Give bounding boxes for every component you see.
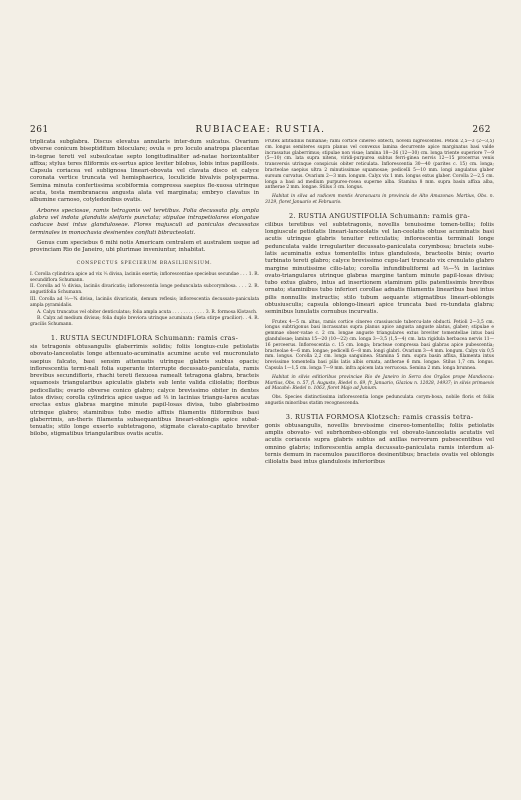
genus-description-continued: triplicata subglabra. Discus elevatus annularis inter-dum sulcatus. Ovarium obverse conicum biseptiditum biloculare; ovula ∞ pro loculo anatropa placentae in-tegrae tereti vel subsulcatae septo longitudinaliter ad-natae horizontaliter affixa; stylus teres filiformis ex-sertus apice leviter bilobus, lobis intus papillosis. Capsula coriacea vel sublignosa lineari-obovata vel clavata disco et calyce coronata vertice truncata vel hemisphaerica, loculicide bivalvis polysperma. Semina minuta confertissima scobiformia compressa saepius fle-xuosa utrinque acuta, testa membranacea angusta alata vel marginata; embryo clavatus in albumine carnoso, cotyledonibus ovatis. (30, 139, 259, 204)
running-title: RUBIACEAE: RUSTIA. (195, 125, 326, 135)
key-entry: II. Corolla ad ⅓ divisa, laciniis divaricatis; inflorescentia longe pedunculata subcorymbosa. . . . 2. R. angustifolia Schumann. (30, 284, 259, 296)
species-heading: 1. RUSTIA SECUNDIFLORA Schumann: ramis cras- (50, 333, 239, 342)
key-entry: B. Calyx ad medium divisus; folia duplo breviora utrinque acuminata (Seta stirpe gracilior). . 4. R. gracilis Schumann. (30, 316, 259, 328)
right-column (265, 139, 494, 768)
key-entry: III. Corolla ad ⅔—¾ divisa, laciniis divaricatis, demum reflexis; inflorescentia decussato-paniculata ampla pyramidalis. (30, 296, 259, 308)
species-details: Frutex 4—5 m. altus, ramis cortice cinereo crassiuscule tubercu-late obducti. Petioli 2—3,5 cm. longus subtrigonus basi incrassatus supra planus apice angusta anguste alatus, glaber; stipulae e gemmae obser-vatae c. 2 cm. longae anguste triangulares extus breviter tomentellae intus basi glandulosae; lamina 15—20 (10—22) cm. longa 3—3,5 (1,5—4) cm. lata rigidula herbacea nervis 11—16 perceerus. Inflorescentia c. 15 cm. longa; bracteae compressa basi glabras apice pubescentia; bracteolae 4—6 mm. longae; pedicelli 6—8 mm. longi glabri. Ovarium 3—4 mm. longum. Calyx vix 0,5 mm. longus. Corolla 2,2 cm. longa sanguinea. Stamina 5 mm. supra basin affixa, filamenta intus brevissime tomentella basi pilis latis albis ornata, antherae 6 mm. longae. Stilus 1,7 cm. longus. Capsula 1—1,5 cm. longa 7—9 mm. infra apicem lata verrucosa. Semina 2 mm. longa brunnea. (265, 319, 494, 371)
species-details: Frutex altitudinis humanae; rami cortice cinereo obtecti, novelli nigrescentes. Petioli 2,5—3 (2—3,5) cm. longus semiteres supra planus vel convexus lamina decurrente apice marginatus basi valde incrassatus glaberrimus; stipulae non visae; lamina 18—26 (12—30) cm. longa triente superiore 7—9 (5—10) cm. lata supra nitens, viridi-purpurea subtus ferri-ginea nervis 12—15 procerrus venis transversis utrinque conspicuis obiter reticulata. Inflorescentia 30—40 (parites c. 15) cm. longa; bracteolae saepius ultra 2 minutissimae squamosae; pedicelli 5—10 mm. longi angulatus glaber sursum curvatus. Ovarium 2—3 mm. longum. Calyx vix 1 mm. longus extus glaber. Corolla 2—2,5 cm. longa a basi ad medium purpureo-rosea superne alba. Stamina 8 mm. supra basin affixa alba, antherae 2 mm. longae. Stilus 3 cm. longus. (265, 139, 494, 191)
genus-distribution-paragraph: Genus cum speciebus 6 mihi notis Americam centralem et australem usque ad provinciam Rio de Janeiro, ubi plurimae inveniuntur, inhabitat. (30, 239, 259, 254)
species-heading: 3. RUSTIA FORMOSA Klotzsch: ramis crassis tetra- (285, 412, 474, 421)
page-header (30, 125, 491, 135)
species-description: cilibus teretibus vel subtetragonis, novellis tenuissime tomen-tellis; foliis longiuscule petiolatis lineari-lanceolatis vel lan-ceolatis obtuse acuminatis basi acutis utrinque glabris tenuiter reticulatis; inflorescentia terminali longe pedunculata valde irregulariter decussato-paniculata corymbosa; bracteis sube-latis acuminatis extus tomentellis intus glandulosis, bracteolis binis; ovario turbinato tereti glabro; calyce brevissimo cupu-lari truncato vix crenulato glabro margine minutissime cilio-lato; corolla infundibuliformi ad ⅔—¾ in lacinias ovato-triangulares utrinque glabras margine tantum minute papil-losas divisa; tubo extus glabro, intus ad insertionem staminum pilis patentissimis brevibus ornato; staminibus tubo inferiori corollae adnatis filamentis linearibus basi intus pilis nonnullis instructis; stilo tubum aequante stigmatibus lineari-oblongis obtusiusculis; capsula oblongo-lineari apice truncata basi ro-tundata glabra; seminibus lunulatis cornubus incurvatis. (265, 221, 494, 316)
species-observation: Obs. Species distinctissima inflorescentia longe pedunculata corym-bosa, nobile floris et foliis angustis minoribus statim recognoscenda. (265, 395, 494, 406)
page-number-right: 262 (472, 125, 491, 135)
species-heading: 2. RUSTIA ANGUSTIFOLIA Schumann: ramis gra- (288, 211, 471, 220)
left-column (30, 139, 259, 768)
page-number-left: 261 (30, 125, 49, 135)
species-habitat: Habitat in silvis editioribus provinciae Rio de Janeiro in Serra dos Orgãos prope Mandiocca: Martius, Obs. n. 57, fl. Augusto, Riedel n. 69, fr. Januario, Glaziou n. 12028, 14937; in silvis primaevis ad Macahé: Riedel n. 1063, floret Majo ad Junium. (265, 374, 494, 392)
conspectus-title: CONSPECTUS SPECIERUM BRASILIENSIUM. (76, 261, 213, 267)
key-entry: A. Calyx truncatus vel obiter denticulatus; folia ampla acuta . . . . . . . . . . . . 3. R. formosa Klotzsch. (37, 309, 258, 315)
species-habitat: Habitat in silva ad radicem montis Araracuara in provincia de Alto Amazonas: Martius, Obs. n. 3129, floret Januario et Februario. (265, 194, 494, 205)
species-description: sis tetragonis obtusangulis glaberrimis solidis; foliis longius-cule petiolatis obovato-lanceolatis longe attenuato-acuminatis acumine acute vel mucronulato saepius falcato, basi sensim attenuatis utrinque glabris subtus opacis; inflorescentia termi-nali folia superante interrupte decussato-paniculata, ramis brevibus secundifloris, rhachi tereti flexuosa ramealt tetragona glabra, bracteis squamosis triangularibus apiculatis glabris sub lente valida ciliolatis; floribus pedicellatis; ovario obverse conico glabro; calyce brevissimo obiter in dentes latos diviso; corolla cylindrica apice usque ad ⅓ in lacinias triangu-lares acutas erectas extus glabras margine minute papil-losas divisa, tubo glabrissimo utrinque glabro; staminibus tubo medio affixis filamentis filiformibus basi glaberrimis, an-theris filamenta subaequantibus lineari-oblongis apice subat-tenuatis; stilo longe exserto subtetragono, stigmate clavato-capitato breviter bilobo, stigmatibus triangularibus ovatis acutis. (30, 343, 259, 438)
key-entry: I. Corolla cylindrica apice ad vix ⅓ divisa, laciniis exertis; inflorescentiae speciebus secundae . . . 1. R. secundiflora Schumann. (30, 271, 259, 283)
species-description: gonis obtusangulis, novellis brevissime cinereo-tomentellis; foliis petiolatis amplis obovato- vel subrhombeo-oblongis vel obovato-lanceolatis acutatis vel acutis coriaceis supra glabris subtus ad axillas nervorum pubescentibus vel omnino glabris; inflorescentia ampla decussato-paniculata ramis interdum al-ternis demum in racemulos paucifloros desinentibus; bracteis ovatis vel oblongis ciliolatis basi intus glandulosis inferioribus (265, 422, 494, 466)
genus-habit-paragraph: Arbores speciosae, ramis tetragonis vel teretibus. Folia decussata ply. ampla glabra vel indota glandulis sleifaris punctata; stipulae intrapetiolares elongatae caducae basi intus glanduloseae. Flores majusculi ad paniculas decussatas terminales in monochasia desinentes confluti bibracteolati. (30, 207, 259, 236)
species-key (30, 272, 259, 328)
